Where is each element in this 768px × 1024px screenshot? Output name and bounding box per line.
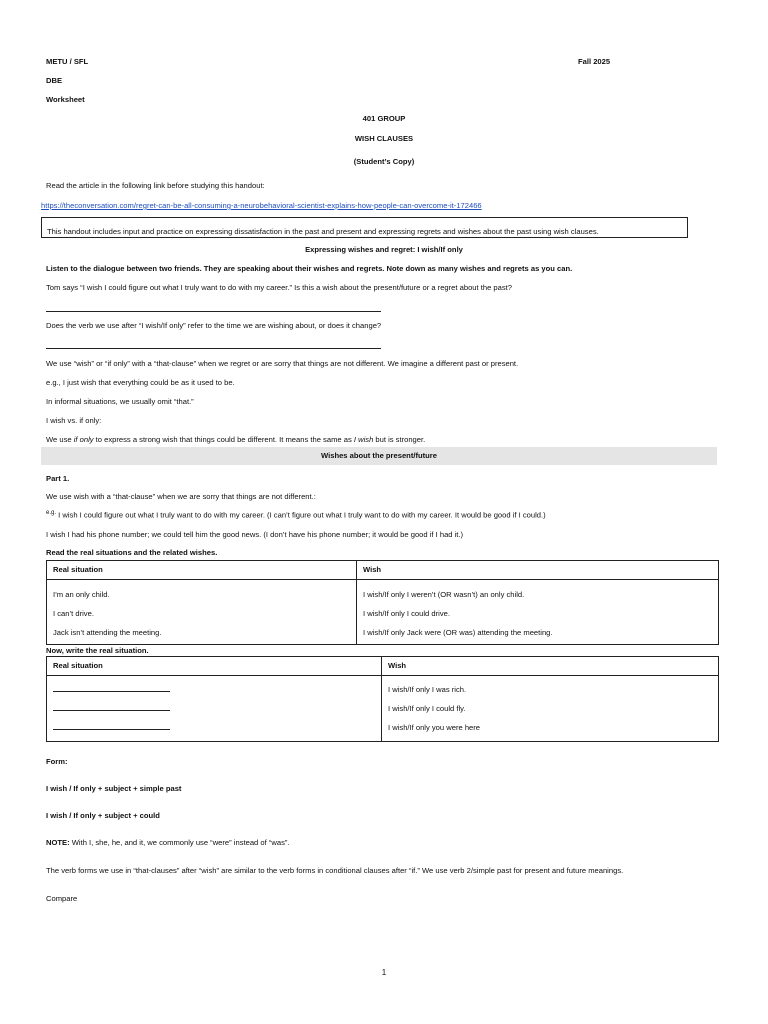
i-wish-term: I wish [353,435,374,444]
table2-title: Now, write the real situation. [46,646,149,655]
blank-answer[interactable] [53,680,375,699]
summary-box [41,217,688,238]
verb-forms-explanation: The verb forms we use in “that-clauses” after “wish” are similar to the verb forms in conditional clauses after “if.” We use verb 2/simple past for present and future meanings. [46,866,624,875]
table-row: I wish/If only you were here [388,723,481,732]
compare-label: Compare [46,894,78,903]
note-text: With I, she, he, and it, we commonly use “were” instead of “was”. [69,838,290,847]
table1-header-real: Real situation [47,561,357,580]
table-row: I can’t drive. [53,609,94,618]
part-label: Part 1. [46,474,70,483]
part1-explanation: We use wish with a “that-clause” when we are sorry that things are not different.: [46,492,316,501]
question-2: Does the verb we use after “I wish/If only” refer to the time we are wishing about, or does it change? [46,321,382,330]
example-2: I wish I had his phone number; we could tell him the good news. (I don’t have his phone number; it would be good if I had it.) [46,530,464,539]
page-title: WISH CLAUSES [354,134,414,143]
explanation-paragraph: We use “wish” or “if only” with a “that-clause” when we regret or are sorry that things are not different. We imagine a different past or present. [46,359,519,368]
note-label: NOTE: [46,838,70,847]
section-heading-present-future: Wishes about the present/future [321,451,437,460]
real-situation-table [46,656,719,742]
if-only-term: if only [73,435,94,444]
grammar-note [46,838,290,847]
table-row: I wish/If only I weren’t (OR wasn’t) an only child. [363,590,525,599]
if-only-text-1: We use [46,435,74,444]
read-article-text: Read the article in the following link before studying this handout: [46,181,265,190]
form-rule-1: I wish / If only + subject + simple past [46,784,182,793]
question-1: Tom says “I wish I could figure out what I truly want to do with my career.” Is this a wish about the present/future or a regret about the past? [46,283,512,292]
doc-type: Worksheet [46,95,85,104]
example-1-text: I wish I could figure out what I truly want to do with my career. (I can’t figure out what I truly want to do with my career. It would be good if I could.) [58,510,546,520]
if-only-explanation [46,435,425,444]
answer-line-1[interactable] [46,311,381,312]
eg-label: e.g. [46,510,57,516]
section-heading-bar [41,447,717,465]
group-label: 401 GROUP [362,114,406,123]
section-heading-wishes-regret: Expressing wishes and regret: I wish/If only [305,245,463,254]
example-1 [46,510,546,520]
answer-line-2[interactable] [46,348,381,349]
listening-instruction: Listen to the dialogue between two friends. They are speaking about their wishes and regrets. Note down as many wishes and regrets as you can. [46,264,573,273]
table2-header-real: Real situation [47,657,382,676]
if-only-text-3: but is stronger. [373,435,426,444]
table-row: I wish/If only Jack were (OR was) attending the meeting. [363,628,553,637]
table1-title: Read the real situations and the related wishes. [46,548,218,557]
table-row: I wish/If only I could fly. [388,704,466,713]
summary-text: This handout includes input and practice on expressing dissatisfaction in the past and present and expressing regrets and wishes about the past using wish clauses. [47,227,599,236]
example-sentence: e.g., I just wish that everything could be as it used to be. [46,378,235,387]
form-label: Form: [46,757,68,766]
table-row: Jack isn’t attending the meeting. [53,628,162,637]
institution: METU / SFL [46,57,89,66]
if-only-text-2: to express a strong wish that things could be different. It means the same as [93,435,354,444]
wishes-table [46,560,719,645]
table1-header-wish: Wish [357,561,719,580]
form-rule-2: I wish / If only + subject + could [46,811,160,820]
copy-label: (Student’s Copy) [353,157,415,166]
page-number: 1 [381,968,387,977]
table-row: I wish/If only I was rich. [388,685,467,694]
table2-header-wish: Wish [382,657,719,676]
term: Fall 2025 [578,57,611,66]
table-row: I’m an only child. [53,590,110,599]
blank-answer[interactable] [53,699,375,718]
table-row: I wish/If only I could drive. [363,609,450,618]
article-link[interactable]: https://theconversation.com/regret-can-be-all-consuming-a-neurobehavioral-scientist-explains-how-people-can-overcome-it-172466 [41,201,482,210]
blank-answer[interactable] [53,718,375,737]
informal-note: In informal situations, we usually omit “that.” [46,397,194,406]
department: DBE [46,76,63,85]
comparison-label: I wish vs. if only: [46,416,102,425]
